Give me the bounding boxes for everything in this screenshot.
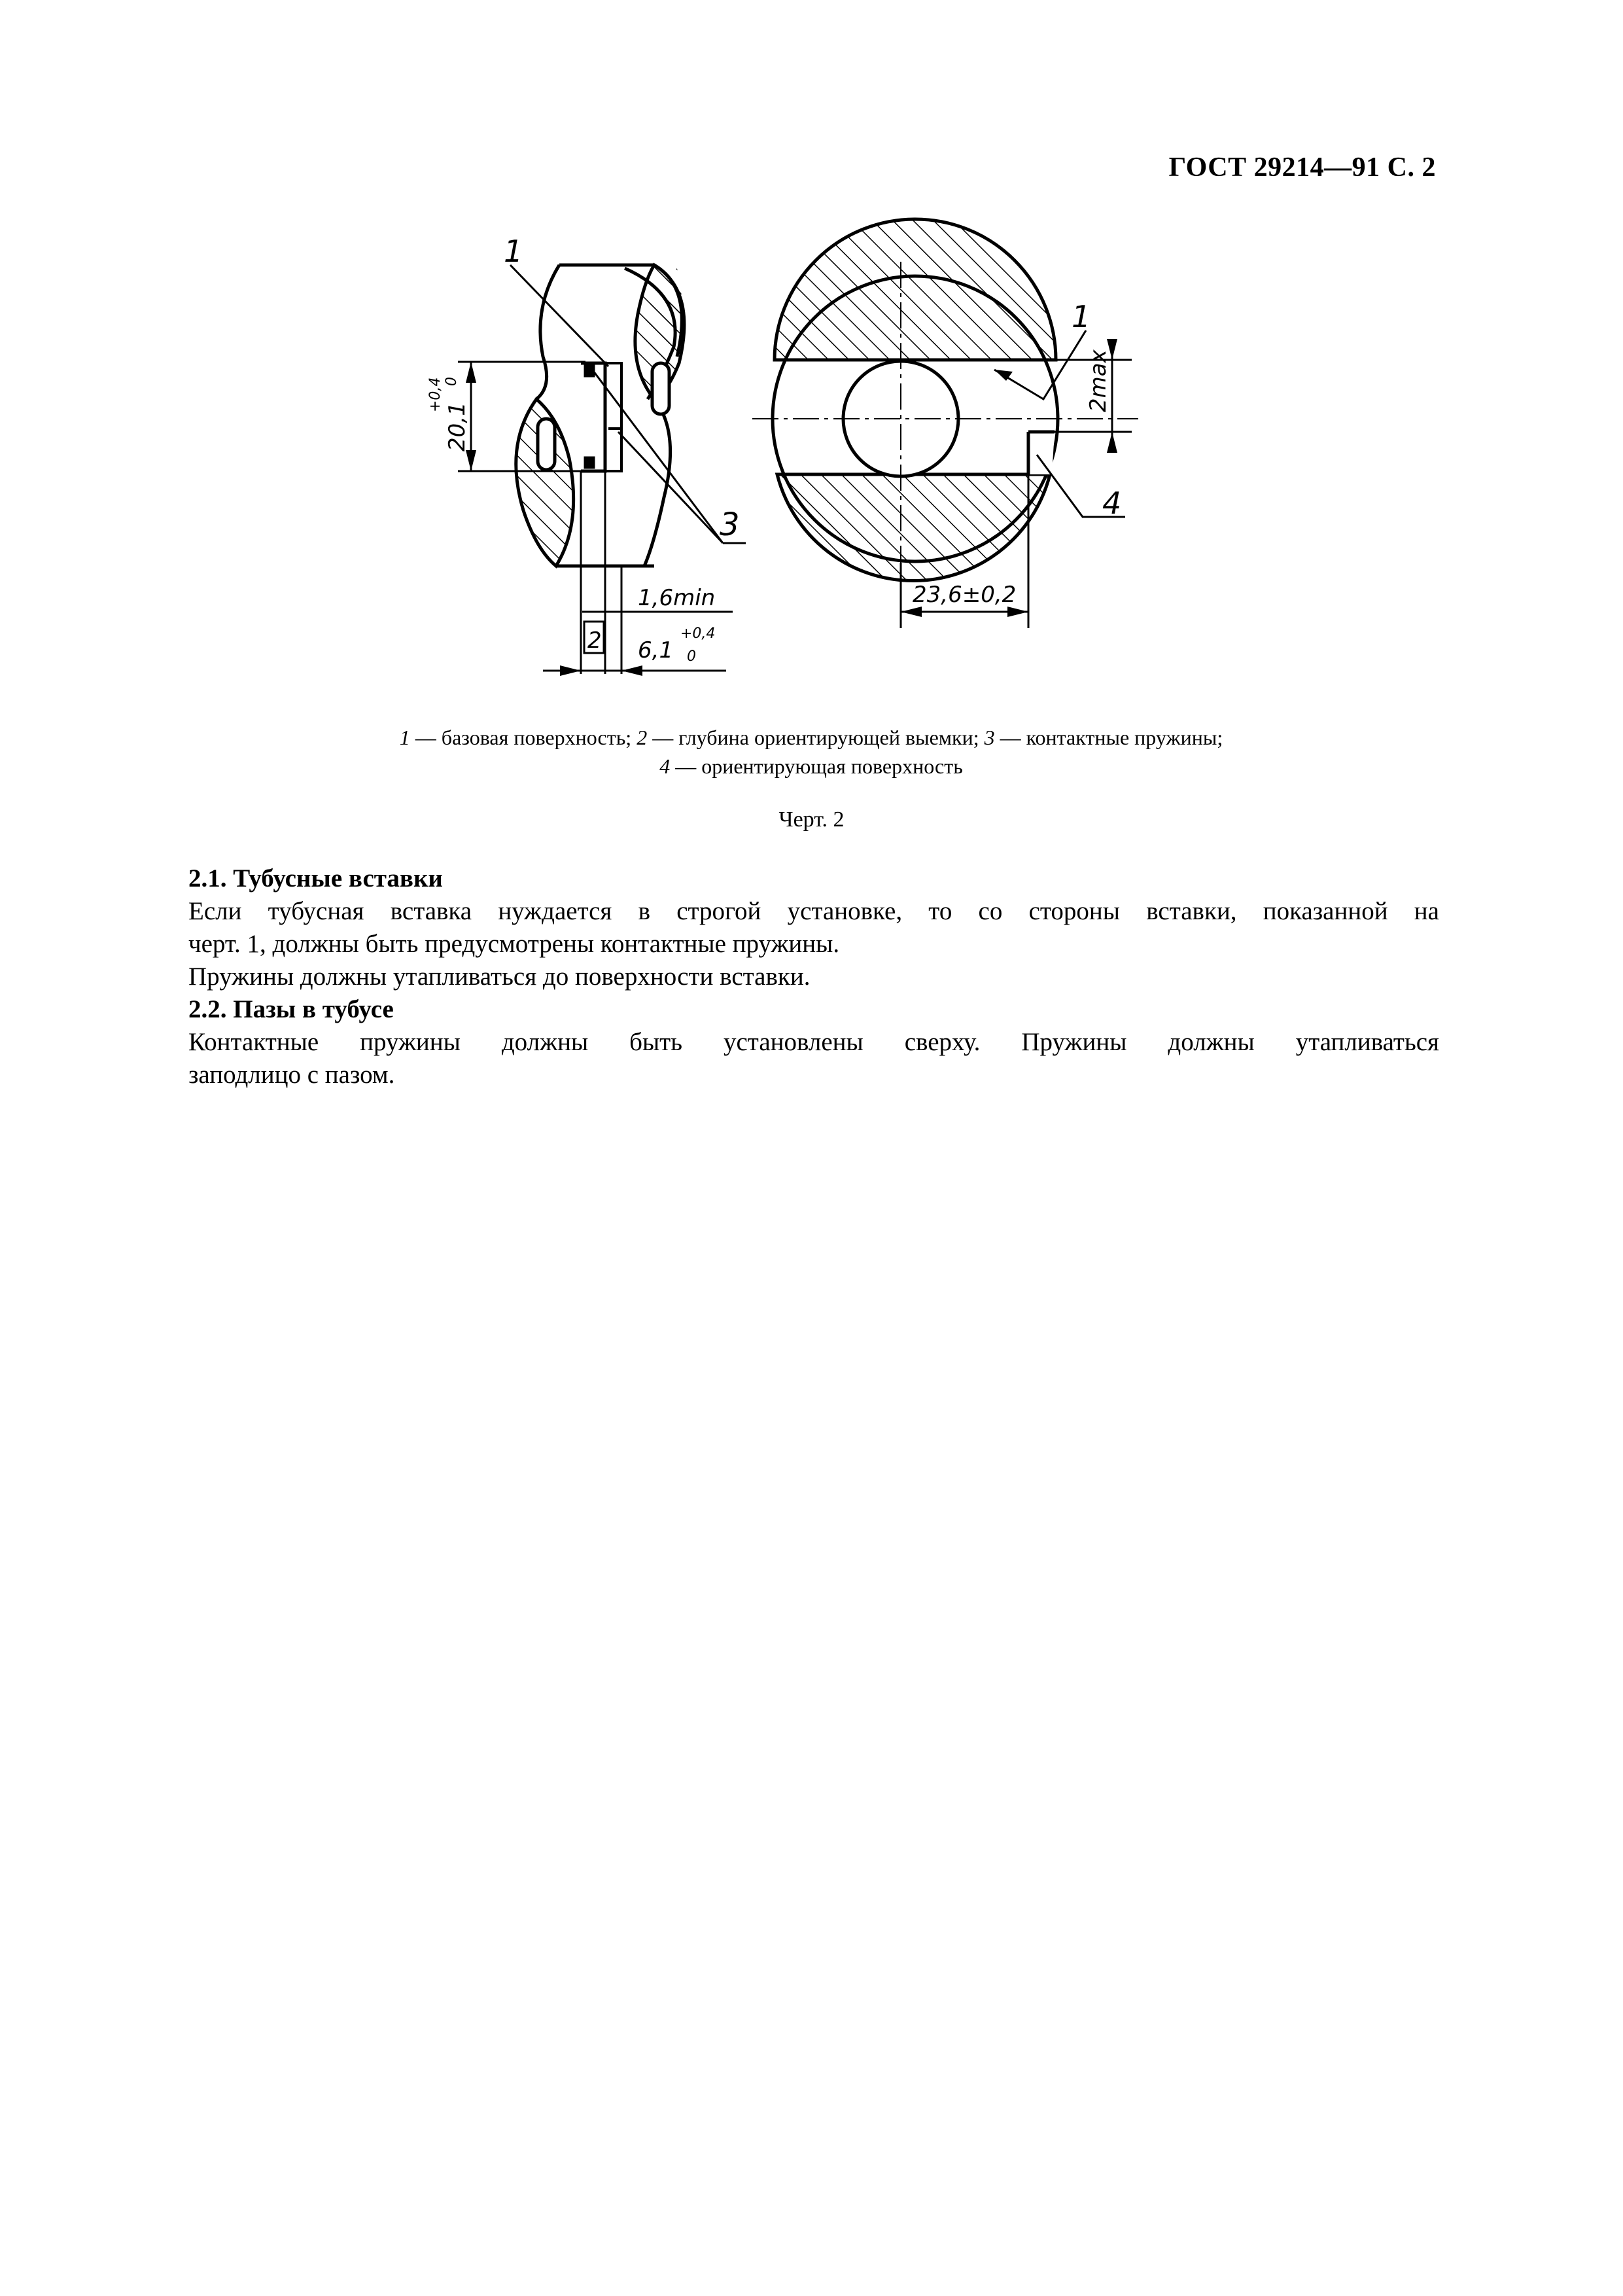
figure-caption: Черт. 2 [778,807,845,832]
leader-label-4: 4 [1102,486,1122,521]
document-header: ГОСТ 29214—91 С. 2 [1168,152,1436,183]
dim-max: 2max [1085,349,1111,412]
legend-num-3: 3 [984,726,995,749]
dim-width-tol-lower: 0 [687,648,696,665]
legend-text-4: — ориентирующая поверхность [670,754,963,778]
section-2-2-paragraph-1 [188,1026,1439,1091]
dim-width-tol-upper: +0,4 [680,626,716,642]
front-view [752,219,1138,628]
leader-label-3: 3 [720,506,740,543]
dim-height-tol-upper: +0,4 [427,377,444,412]
legend-num-2: 2 [637,726,648,749]
side-view [458,265,746,676]
dim-height: 20,1 [444,402,470,451]
legend-num-4: 4 [659,754,671,778]
section-2-1-p1-line1: Если тубусная вставка нуждается в строгой установке, то со стороны вставки, показанной на [188,897,1439,925]
section-heading-2-1: 2.1. Тубусные вставки [188,864,443,892]
dim-width: 6,1 [638,637,674,663]
figure-legend [196,723,1426,781]
dim-min: 1,6min [638,585,716,611]
legend-num-1: 1 [399,726,410,749]
section-2-1-paragraph-2: Пружины должны утапливаться до поверхности вставки. [188,963,811,991]
legend-text-1: — базовая поверхность; [410,726,637,749]
technical-drawing [0,0,1623,720]
section-2-2-p1-line1: Контактные пружины должны быть установлены сверху. Пружины должны утапливаться [188,1028,1439,1056]
dim-height-tol-lower: 0 [444,377,460,386]
section-2-1-paragraph-1 [188,895,1439,961]
dim-depth-label: 2 [587,627,602,654]
section-heading-2-2: 2.2. Пазы в тубусе [188,995,394,1023]
body-text [188,862,1439,1091]
section-2-2-p1-line2: заподлицо с пазом. [188,1061,395,1089]
leader-label-1-right: 1 [1072,299,1091,334]
legend-text-3: — контактные пружины; [994,726,1223,749]
section-2-1-p1-line2: черт. 1, должны быть предусмотрены контактные пружины. [188,930,840,958]
leader-label-1-left: 1 [504,234,523,269]
legend-text-2: — глубина ориентирующей выемки; [647,726,985,749]
dim-offset: 23,6±0,2 [913,582,1017,608]
